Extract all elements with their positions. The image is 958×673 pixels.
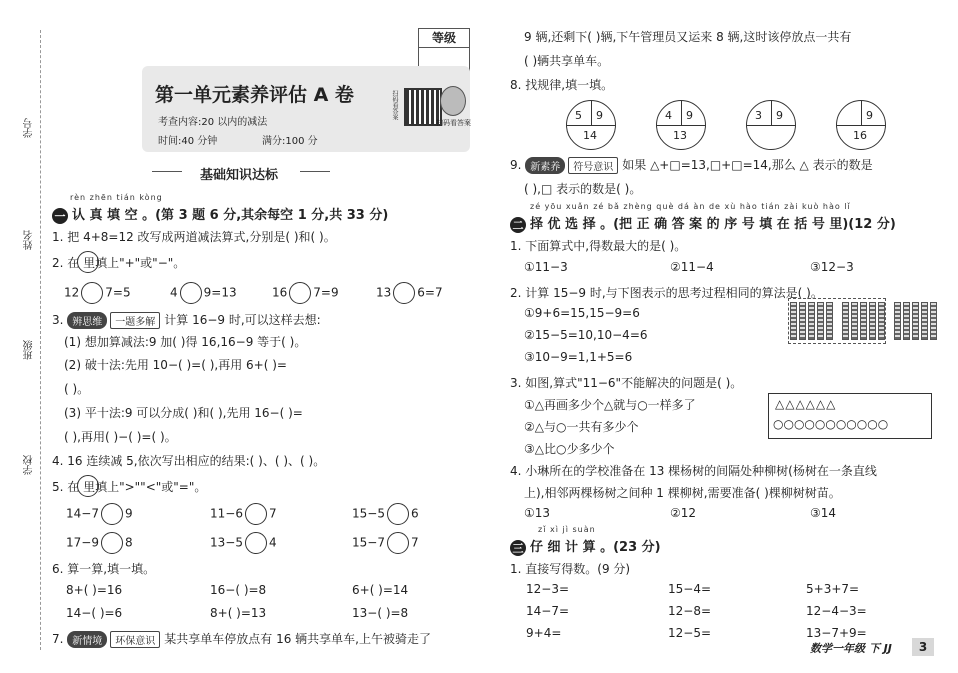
calc-item: 5+3+7= [806, 582, 860, 596]
s2-q2-opt: ①9+6=15,15−9=6 [524, 306, 640, 320]
counting-sticks-figure [788, 302, 936, 342]
circle-row: ○○○○○○○○○○○ [773, 417, 889, 431]
s2-q3-opt: ③△比○少多少个 [524, 442, 615, 456]
s2-q4-opt: ②12 [670, 506, 697, 520]
footer-subject: 数学一年级 下 JJ [810, 642, 892, 655]
grade-label: 等级 [419, 29, 469, 48]
q3-3b: ( ),再用( )−( )=( )。 [64, 430, 177, 444]
s2-q4: 4. 小琳所在的学校准备在 13 棵杨树的间隔处种柳树(杨树在一条直线 [510, 464, 877, 478]
calc-item: 13−7+9= [806, 626, 867, 640]
name-label: 姓名 [24, 230, 35, 250]
q3-1: (1) 想加算减法:9 加( )得 16,16−9 等于( )。 [64, 335, 307, 349]
q5-left: 15−5 [352, 506, 385, 521]
answer-circle[interactable] [387, 503, 409, 525]
q5-left: 14−7 [66, 506, 99, 521]
s3-heading [510, 536, 661, 556]
s2-q1-opt: ①11−3 [524, 260, 568, 274]
q2-row [64, 282, 131, 304]
answer-circle[interactable] [387, 532, 409, 554]
s3-pinyin: zǐ xì jì suàn [538, 525, 596, 534]
section-number-icon: 三 [510, 540, 526, 556]
q5-right: 6 [410, 506, 419, 521]
s2-q1-opt: ③12−3 [810, 260, 854, 274]
q5-right: 4 [268, 535, 277, 550]
score-label: 满分:100 分 [262, 136, 318, 147]
q6-item: 6+( )=14 [352, 583, 409, 597]
q2-item: 6=7 [417, 285, 443, 300]
s2-q3-opt: ②△与○一共有多少个 [524, 420, 639, 434]
pie-value: 9 [776, 109, 783, 122]
binding-strip [6, 0, 46, 673]
q2-item: 16 [272, 285, 288, 300]
section-number-icon: 一 [52, 208, 68, 224]
q4: 4. 16 连续减 5,依次写出相应的结果:( )、( )、( )。 [52, 454, 326, 468]
q5-left: 11−6 [210, 506, 243, 521]
s2-q4-opt: ③14 [810, 506, 837, 520]
q6-item: 13−( )=8 [352, 606, 409, 620]
pattern-circle [656, 100, 706, 150]
q6: 6. 算一算,填一填。 [52, 562, 156, 576]
q5-left: 15−7 [352, 535, 385, 550]
class-label: 班级 [24, 340, 35, 360]
q3: 3. 辨思维 一题多解 计算 16−9 时,可以这样去想: [52, 313, 321, 328]
s1-heading [52, 204, 388, 224]
calc-item: 14−7= [526, 604, 570, 618]
q3-text: 计算 16−9 时,可以这样去想: [164, 313, 321, 327]
tag-badge: 环保意识 [110, 631, 160, 648]
q7-cont2: ( )辆共享单车。 [524, 54, 610, 68]
s1-title: 认 真 填 空 。(第 3 题 6 分,其余每空 1 分,共 33 分) [72, 208, 389, 223]
pie-value: 4 [665, 109, 672, 122]
q3-2: (2) 破十法:先用 10−( )=( ),再用 6+( )= [64, 358, 287, 372]
mascot-icon [440, 86, 466, 116]
section-banner: 基础知识达标 [200, 168, 279, 183]
q9b: ( ),□ 表示的数是( )。 [524, 182, 642, 196]
page-title: 第一单元素养评估 A 卷 [155, 84, 354, 106]
q2-row [376, 282, 443, 304]
q5-item [210, 532, 277, 554]
answer-circle[interactable] [81, 282, 103, 304]
qr-side-text: 扫码看答案 [391, 90, 398, 120]
banner-line-left [152, 171, 182, 172]
s1-pinyin: rèn zhēn tián kòng [70, 193, 163, 202]
s2-heading [510, 213, 896, 233]
q6-item: 8+( )=13 [210, 606, 267, 620]
calc-item: 12−3= [526, 582, 570, 596]
section-number-icon: 二 [510, 217, 526, 233]
calc-item: 12−5= [668, 626, 712, 640]
q5-item [352, 532, 419, 554]
q6-item: 14−( )=6 [66, 606, 123, 620]
tag-badge: 新情境 [67, 631, 107, 648]
s2-pinyin: zé yōu xuǎn zé bǎ zhèng què dá àn de xù hào tián zài kuò hào lǐ [530, 202, 851, 211]
q2-row [272, 282, 339, 304]
pie-value: 13 [673, 129, 687, 142]
calc-item: 9+4= [526, 626, 562, 640]
pie-value: 9 [866, 109, 873, 122]
s2-q2: 2. 计算 15−9 时,与下图表示的思考过程相同的算法是( )。 [510, 286, 823, 300]
banner-line-right [300, 171, 330, 172]
q2-item: 7=9 [313, 285, 339, 300]
time-label: 时间:40 分钟 [158, 136, 218, 147]
q5-item [210, 503, 277, 525]
q9: 9. 新素养 符号意识 如果 △+□=13,□+□=14,那么 △ 表示的数是 [510, 158, 873, 173]
answer-circle[interactable] [245, 532, 267, 554]
answer-circle[interactable] [101, 503, 123, 525]
stick [894, 302, 901, 340]
pattern-circle [836, 100, 886, 150]
q2: 2. 在 里填上"+"或"−"。 [52, 256, 186, 270]
cut-line [40, 30, 41, 650]
s2-q4-opt: ①13 [524, 506, 551, 520]
s2-q3-opt: ①△再画多少个△就与○一样多了 [524, 398, 696, 412]
answer-circle[interactable] [101, 532, 123, 554]
q2-item: 12 [64, 285, 80, 300]
q5-item [352, 503, 419, 525]
q5-item [66, 503, 133, 525]
pattern-circle [746, 100, 796, 150]
s2-q1-opt: ②11−4 [670, 260, 714, 274]
q2-item: 4 [170, 285, 178, 300]
q3-2b: ( )。 [64, 382, 90, 396]
q6-item: 16−( )=8 [210, 583, 267, 597]
q5-right: 7 [410, 535, 419, 550]
q2-item: 13 [376, 285, 392, 300]
calc-item: 12−4−3= [806, 604, 867, 618]
stick [921, 302, 928, 340]
s2-q1: 1. 下面算式中,得数最大的是( )。 [510, 239, 687, 253]
answer-circle[interactable] [393, 282, 415, 304]
calc-item: 15−4= [668, 582, 712, 596]
q5-right: 8 [124, 535, 133, 550]
q7: 7. 新情境 环保意识 某共享单车停放点有 16 辆共享单车,上午被骑走了 [52, 632, 431, 647]
q5-right: 7 [268, 506, 277, 521]
pie-value: 5 [575, 109, 582, 122]
q9-text: 如果 △+□=13,□+□=14,那么 △ 表示的数是 [622, 158, 873, 172]
q2-item: 7=5 [105, 285, 131, 300]
q8: 8. 找规律,填一填。 [510, 78, 614, 92]
q2-row [170, 282, 237, 304]
pie-value: 3 [755, 109, 762, 122]
triangle-row: △△△△△△ [775, 397, 837, 411]
q7-text: 某共享单车停放点有 16 辆共享单车,上午被骑走了 [164, 632, 431, 646]
s2-q2-opt: ③10−9=1,1+5=6 [524, 350, 633, 364]
student-id-label: 学号 [24, 118, 35, 138]
tag-badge: 一题多解 [110, 312, 160, 329]
q5: 5. 在 里填上">""<"或"="。 [52, 480, 207, 494]
answer-circle[interactable] [245, 503, 267, 525]
tag-badge: 辨思维 [67, 312, 107, 329]
pattern-circle [566, 100, 616, 150]
stick [930, 302, 937, 340]
q3-3: (3) 平十法:9 可以分成( )和( ),先用 16−( )= [64, 406, 303, 420]
q2-item: 9=13 [203, 285, 237, 300]
school-label: 学校 [24, 455, 35, 475]
q7-cont: 9 辆,还剩下( )辆,下午管理员又运来 8 辆,这时该停放点一共有 [524, 30, 852, 44]
pie-value: 16 [853, 129, 867, 142]
answer-circle[interactable] [180, 282, 202, 304]
pie-value: 14 [583, 129, 597, 142]
content-label: 考查内容:20 以内的减法 [158, 117, 268, 128]
q5-item [66, 532, 133, 554]
s2-q2-opt: ②15−5=10,10−4=6 [524, 328, 648, 342]
q5-left: 17−9 [66, 535, 99, 550]
grouping-dashed-box [788, 298, 886, 344]
pie-value: 9 [686, 109, 693, 122]
qr-caption: 扫码看答案 [436, 119, 471, 127]
tag-badge: 符号意识 [568, 157, 618, 174]
shapes-figure [768, 393, 932, 439]
q5-left: 13−5 [210, 535, 243, 550]
s3-title: 仔 细 计 算 。(23 分) [530, 540, 661, 555]
stick [912, 302, 919, 340]
s2-title: 择 优 选 择 。(把 正 确 答 案 的 序 号 填 在 括 号 里)(12 分) [530, 217, 896, 232]
q5-right: 9 [124, 506, 133, 521]
answer-circle[interactable] [77, 251, 99, 273]
s3-q1: 1. 直接写得数。(9 分) [510, 562, 631, 576]
stick [903, 302, 910, 340]
s2-q3: 3. 如图,算式"11−6"不能解决的问题是( )。 [510, 376, 743, 390]
answer-circle[interactable] [77, 475, 99, 497]
page-number: 3 [912, 638, 934, 656]
q1: 1. 把 4+8=12 改写成两道减法算式,分别是( )和( )。 [52, 230, 336, 244]
calc-item: 12−8= [668, 604, 712, 618]
pie-value: 9 [596, 109, 603, 122]
tag-badge: 新素养 [525, 157, 565, 174]
answer-circle[interactable] [289, 282, 311, 304]
s2-q4b: 上),相邻两棵杨树之间种 1 棵柳树,需要准备( )棵柳树树苗。 [524, 486, 841, 500]
q6-item: 8+( )=16 [66, 583, 123, 597]
